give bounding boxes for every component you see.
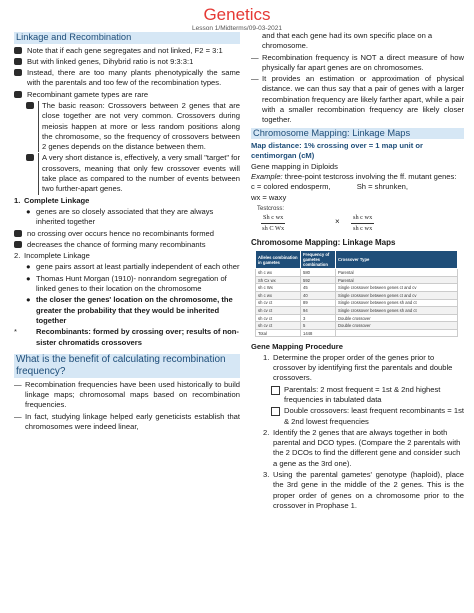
- table-row: [256, 299, 458, 307]
- checkbox-icon: [271, 386, 280, 395]
- table-cell-alleles: sh c wx: [256, 269, 301, 277]
- note-row: [14, 90, 240, 100]
- note-row: [14, 57, 240, 67]
- table-cell-frequency: 5: [301, 322, 336, 330]
- check-row: [271, 406, 464, 427]
- black-bullet-icon: [14, 241, 22, 248]
- continued-row: [262, 31, 464, 52]
- question-header: What is the benefit of calculating recombination frequency?: [14, 354, 240, 378]
- rf-text: Recombination frequency is NOT a direct measure of how physically far apart genes are on chromosomes.: [262, 52, 464, 72]
- numbered-row: [263, 428, 464, 469]
- note-text: Note that if each gene segregates and not linked, F2 = 3:1: [27, 45, 223, 55]
- example-text: three-point testcross involving the ff. mutant genes:: [282, 172, 457, 182]
- table-row: [256, 276, 458, 284]
- estimate-text: It provides an estimation or approximation of physical distance. we can thus say that a pair of genes with a larger recombination frequency are likely farther apart, while a pair with a smaller recombination frequency are likely closer together.: [262, 74, 464, 125]
- table-cell-crossover: [336, 329, 458, 337]
- bullet-row: [26, 274, 240, 295]
- dash-row: [251, 74, 464, 125]
- recombinants-text: : formed by crossing over; results of non-sister chromatids crossovers: [36, 327, 239, 347]
- bracket-row: [26, 101, 240, 152]
- table-row: [256, 329, 458, 337]
- table-cell-frequency: 94: [301, 307, 336, 315]
- table-cell-alleles: sh c wx: [256, 291, 301, 299]
- dash-mark: —: [251, 74, 259, 84]
- table-cell-alleles: sh cv ct: [256, 314, 301, 322]
- table-cell-alleles: sh cv ct: [256, 307, 301, 315]
- continued-text: and that each gene had its own specific place on a chromosome.: [262, 31, 433, 51]
- table-row: [256, 314, 458, 322]
- table-cell-frequency: 3: [301, 314, 336, 322]
- check-row: [271, 385, 464, 406]
- note-row: [14, 327, 240, 348]
- table-header-row: [256, 251, 458, 269]
- gene-mapping-text: Gene mapping in Diploids: [251, 161, 338, 171]
- black-bullet-icon: [14, 58, 22, 65]
- note-text: But with linked genes, Dihybrid ratio is not 9:3:3:1: [27, 56, 194, 66]
- bullet-text: Thomas Hunt Morgan (1910)- nonrandom segregation of linked genes to their location on the chromosome: [36, 273, 227, 294]
- step-text: Identify the 2 genes that are always together in both parental and DCO types. (Compare the 2 parentals with the 2 DCOs to find the different gene and consider such a gene as the 3rd one).: [273, 427, 461, 468]
- black-bullet-icon: [14, 69, 22, 76]
- note-text: Recombinant gamete types are rare: [27, 89, 149, 99]
- bullet-text: decreases the chance of forming many recombinants: [27, 239, 206, 249]
- list-number: 3.: [263, 470, 270, 480]
- right-column: [251, 31, 464, 512]
- list-number: 1.: [263, 352, 270, 362]
- list-number: 1.: [14, 195, 21, 205]
- cross-symbol: ×: [335, 216, 340, 226]
- bullet-text: the closer the genes' location on the chromosome, the greater the probability that they would be inherited together: [36, 295, 233, 325]
- note-row: [14, 68, 240, 89]
- step-text: Using the parental gametes' genotype (haploid), place the 3rd gene in the middle of the 2 genes. This is the proper order of genes on a chromosome prior to the crossover in Prophase 1.: [273, 470, 464, 510]
- cross-parent-2: [351, 213, 374, 235]
- numbered-row: [263, 470, 464, 511]
- table-cell-alleles: sh cv ct: [256, 299, 301, 307]
- example-line: [251, 172, 464, 182]
- table-cell-crossover: Double crossover: [336, 322, 458, 330]
- bullet-row: [26, 295, 240, 326]
- cross-parent-2-top: sh c wx: [351, 213, 374, 224]
- table-cell-alleles: Total: [256, 329, 301, 337]
- testcross-figure: [251, 204, 464, 238]
- black-bullet-icon: [26, 102, 34, 109]
- mutant-line: [251, 182, 464, 192]
- gamete-table: [255, 250, 458, 337]
- table-title: Chromosome Mapping: Linkage Maps: [251, 237, 396, 247]
- bullet-text: gene pairs assort at least partially independent of each other: [36, 262, 240, 272]
- bullet-dot-icon: ●: [26, 295, 31, 305]
- table-header-alleles: Alleles combination in gametes: [256, 251, 301, 269]
- mutant-c: c = colored endosperm,: [251, 182, 331, 192]
- table-header-crossover: Crossover Type: [336, 251, 458, 269]
- numbered-row: [263, 353, 464, 384]
- procedure-title: Gene Mapping Procedure: [251, 342, 343, 352]
- table-row: [256, 322, 458, 330]
- recombinants-label: Recombinants: [36, 327, 89, 337]
- table-cell-crossover: Parental: [336, 276, 458, 284]
- example-label: Example:: [251, 172, 283, 182]
- short-distance-text: A very short distance is, effectively, a very small "target" for crossovers, meaning that only few crossover events will take place as compared to the number of events between two further-apart genes.: [38, 153, 240, 194]
- table-cell-crossover: Single crossover between genes ct and cv: [336, 284, 458, 292]
- table-cell-frequency: 592: [301, 276, 336, 284]
- map-distance-text: Map distance: 1% crossing over = 1 map unit or centimorgan (cM): [251, 141, 423, 161]
- bullet-row: [14, 240, 240, 250]
- document-subtitle: Lesson 1/Midterms/09-03-2021: [192, 25, 282, 32]
- testcross-label: Testcross:: [257, 205, 285, 212]
- answer-text: Recombination frequencies have been used historically to build linkage maps; chromosomal maps based on recombination frequencies.: [25, 379, 240, 410]
- bullet-row: [26, 262, 240, 272]
- checkbox-icon: [271, 407, 280, 416]
- asterisk-mark: *: [14, 327, 17, 337]
- black-bullet-icon: [26, 154, 34, 161]
- table-row: [256, 291, 458, 299]
- dash-mark: —: [14, 411, 22, 421]
- table-row: [256, 269, 458, 277]
- black-bullet-icon: [14, 230, 22, 237]
- bullet-text: genes are so closely associated that they are always inherited together: [36, 206, 214, 227]
- black-bullet-icon: [14, 47, 22, 54]
- section-header-mapping: Chromosome Mapping: Linkage Maps: [251, 128, 464, 140]
- black-bullet-icon: [14, 91, 22, 98]
- bullet-dot-icon: ●: [26, 273, 31, 283]
- parentals-text: Parentals: 2 most frequent = 1st & 2nd highest frequencies in tabulated data: [284, 384, 441, 404]
- table-cell-crossover: Single crossover between genes sh and ct: [336, 307, 458, 315]
- table-cell-frequency: 89: [301, 299, 336, 307]
- dash-mark: —: [251, 52, 259, 62]
- numbered-row: [14, 196, 240, 206]
- mutant-sh: Sh = shrunken,: [356, 182, 408, 192]
- bullet-dot-icon: ●: [26, 206, 31, 216]
- table-cell-alleles: sh c Wx: [256, 284, 301, 292]
- left-column: [14, 31, 240, 433]
- dash-row: [251, 53, 464, 74]
- dash-row: [14, 380, 240, 411]
- double-crossover-text: Double crossovers: least frequent recombinants = 1st & 2nd lowest frequencies: [284, 406, 464, 426]
- table-cell-crossover: Double crossover: [336, 314, 458, 322]
- basic-reason-text: The basic reason: Crossovers between 2 genes that are close together are not very common. Crossovers during meiosis happen at more or less random positions along the chromosome, so the frequency of crossovers between 2 genes depends on the distance between them.: [38, 101, 240, 152]
- bullet-row: [14, 229, 240, 239]
- table-row: [256, 307, 458, 315]
- table-cell-alleles: sh cv ct: [256, 322, 301, 330]
- table-cell-frequency: 45: [301, 284, 336, 292]
- note-row: [14, 46, 240, 56]
- table-cell-crossover: Single crossover between genes ct and cv: [336, 291, 458, 299]
- table-cell-alleles: Sh Cx wx: [256, 276, 301, 284]
- list-number: 2.: [263, 427, 270, 437]
- table-cell-frequency: 40: [301, 291, 336, 299]
- mutant-wx: wx = waxy: [251, 192, 287, 202]
- cross-parent-1-top: Sh c wx: [261, 213, 285, 224]
- list-number: 2.: [14, 251, 21, 261]
- numbered-row: [14, 251, 240, 261]
- cross-parent-1-bottom: sh C Wx: [262, 225, 285, 233]
- bullet-text: no crossing over occurs hence no recombinants formed: [27, 228, 214, 238]
- table-cell-frequency: 580: [301, 269, 336, 277]
- table-cell-crossover: Parental: [336, 269, 458, 277]
- dash-mark: —: [14, 379, 22, 389]
- complete-linkage-title: Complete Linkage: [24, 195, 90, 205]
- table-row: [256, 284, 458, 292]
- dash-row: [14, 412, 240, 433]
- cross-parent-2-bottom: sh c wx: [353, 225, 373, 233]
- bullet-dot-icon: ●: [26, 262, 31, 272]
- bullet-row: [26, 207, 240, 228]
- section-header-linkage: Linkage and Recombination: [14, 32, 240, 44]
- cross-parent-1: [261, 213, 285, 235]
- note-text: Instead, there are too many plants phenotypically the same with the parentals and too few of the recombination types.: [27, 68, 240, 88]
- step-text: Determine the proper order of the genes prior to crossover by identifying first the parentals and double crossovers.: [273, 352, 453, 383]
- table-cell-crossover: Single crossover between genes sh and ct: [336, 299, 458, 307]
- incomplete-linkage-title: Incomplete Linkage: [24, 251, 90, 261]
- document-title: Genetics: [203, 5, 271, 24]
- table-header-frequency: Frequency of gametes combination: [301, 251, 336, 269]
- answer-text: In fact, studying linkage helped early geneticists establish that chromosomes were indeed linear,: [25, 411, 240, 431]
- bracket-row: [26, 153, 240, 194]
- table-cell-frequency: 1448: [301, 329, 336, 337]
